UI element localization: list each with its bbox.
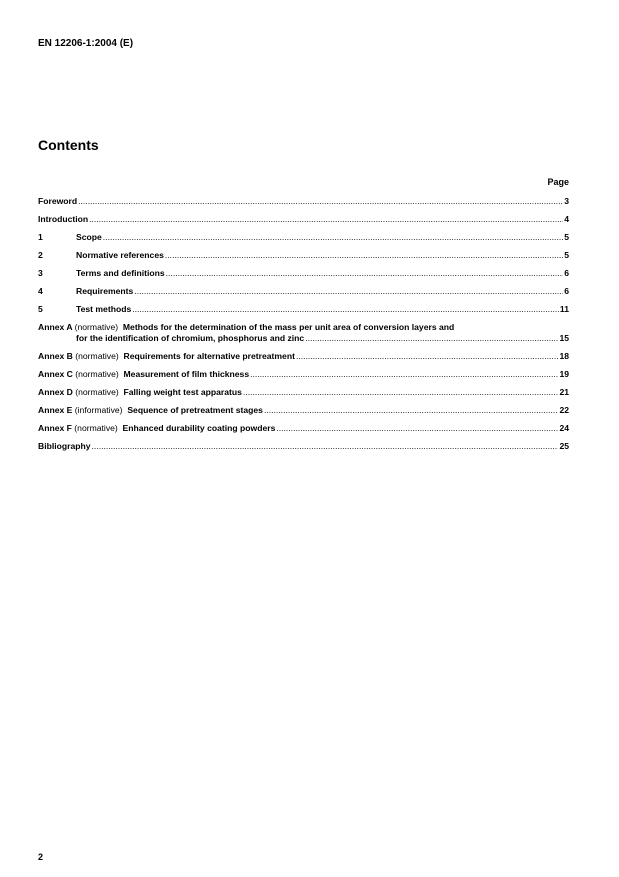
toc-title: Normative references bbox=[76, 250, 164, 260]
annex-label: Annex C bbox=[38, 369, 73, 379]
toc-number: 1 bbox=[38, 232, 43, 242]
dot-leader bbox=[165, 250, 563, 261]
toc-title: Terms and definitions bbox=[76, 268, 165, 278]
annex-title: Falling weight test apparatus bbox=[123, 387, 242, 397]
dot-leader bbox=[89, 214, 563, 225]
toc-page: 22 bbox=[559, 405, 569, 415]
document-id: EN 12206-1:2004 (E) bbox=[38, 38, 134, 49]
annex-label: Annex A bbox=[38, 322, 73, 332]
toc-entry-requirements[interactable] bbox=[38, 286, 569, 297]
dot-leader bbox=[264, 405, 558, 416]
toc-entry-normative-references[interactable] bbox=[38, 250, 569, 261]
toc-number: 2 bbox=[38, 250, 43, 260]
toc-page: 19 bbox=[559, 369, 569, 379]
dot-leader bbox=[250, 369, 558, 380]
contents-heading: Contents bbox=[38, 137, 99, 153]
annex-status: (normative) bbox=[74, 423, 118, 433]
toc-page: 5 bbox=[564, 250, 569, 260]
toc-page: 11 bbox=[559, 304, 569, 314]
toc-title: Test methods bbox=[76, 304, 132, 314]
dot-leader bbox=[132, 304, 559, 315]
toc-entry-annex-a[interactable] bbox=[38, 322, 569, 344]
toc-entry-annex-b[interactable] bbox=[38, 351, 569, 362]
dot-leader bbox=[276, 423, 558, 434]
dot-leader bbox=[78, 196, 563, 207]
toc-entry-annex-f[interactable] bbox=[38, 423, 569, 434]
dot-leader bbox=[243, 387, 559, 398]
toc-number: 3 bbox=[38, 268, 43, 278]
annex-status: (normative) bbox=[75, 369, 119, 379]
toc-entry-bibliography[interactable] bbox=[38, 441, 569, 452]
annex-title-line2: for the identification of chromium, phosphorus and zinc bbox=[76, 333, 305, 343]
toc-page: 6 bbox=[564, 286, 569, 296]
toc-page: 25 bbox=[559, 441, 569, 451]
toc-page: 5 bbox=[564, 232, 569, 242]
annex-status: (informative) bbox=[74, 405, 123, 415]
toc-entry-introduction[interactable] bbox=[38, 214, 569, 225]
annex-label: Annex D bbox=[38, 387, 73, 397]
annex-label: Annex B bbox=[38, 351, 73, 361]
dot-leader bbox=[305, 333, 558, 344]
dot-leader bbox=[103, 232, 563, 243]
dot-leader bbox=[92, 441, 559, 452]
toc-page: 4 bbox=[564, 214, 569, 224]
annex-title-line1: Methods for the determination of the mass per unit area of conversion layers and bbox=[122, 322, 455, 332]
table-of-contents bbox=[38, 196, 569, 452]
toc-entry-test-methods[interactable] bbox=[38, 304, 569, 315]
annex-status: (normative) bbox=[75, 387, 119, 397]
toc-number: 5 bbox=[38, 304, 43, 314]
toc-page: 6 bbox=[564, 268, 569, 278]
toc-page: 24 bbox=[559, 423, 569, 433]
annex-label: Annex E bbox=[38, 405, 73, 415]
annex-status: (normative) bbox=[75, 351, 119, 361]
toc-page: 15 bbox=[559, 333, 569, 343]
dot-leader bbox=[166, 268, 564, 279]
dot-leader bbox=[134, 286, 563, 297]
toc-title: Bibliography bbox=[38, 441, 91, 451]
toc-entry-annex-e[interactable] bbox=[38, 405, 569, 416]
annex-status: (normative) bbox=[74, 322, 119, 332]
toc-entry-foreword[interactable] bbox=[38, 196, 569, 207]
toc-title: Introduction bbox=[38, 214, 89, 224]
toc-entry-scope[interactable] bbox=[38, 232, 569, 243]
toc-page: 3 bbox=[564, 196, 569, 206]
annex-label: Annex F bbox=[38, 423, 72, 433]
toc-page: 21 bbox=[559, 387, 569, 397]
toc-title: Scope bbox=[76, 232, 102, 242]
toc-entry-annex-d[interactable] bbox=[38, 387, 569, 398]
toc-page: 18 bbox=[559, 351, 569, 361]
annex-title: Sequence of pretreatment stages bbox=[127, 405, 263, 415]
toc-title: Requirements bbox=[76, 286, 134, 296]
dot-leader bbox=[296, 351, 558, 362]
toc-number: 4 bbox=[38, 286, 43, 296]
toc-title: Foreword bbox=[38, 196, 78, 206]
page-number: 2 bbox=[38, 852, 44, 862]
annex-title: Requirements for alternative pretreatment bbox=[123, 351, 295, 361]
annex-title: Enhanced durability coating powders bbox=[122, 423, 276, 433]
annex-title: Measurement of film thickness bbox=[123, 369, 250, 379]
page-column-label: Page bbox=[547, 177, 569, 187]
toc-entry-annex-c[interactable] bbox=[38, 369, 569, 380]
toc-entry-terms-and-definitions[interactable] bbox=[38, 268, 569, 279]
